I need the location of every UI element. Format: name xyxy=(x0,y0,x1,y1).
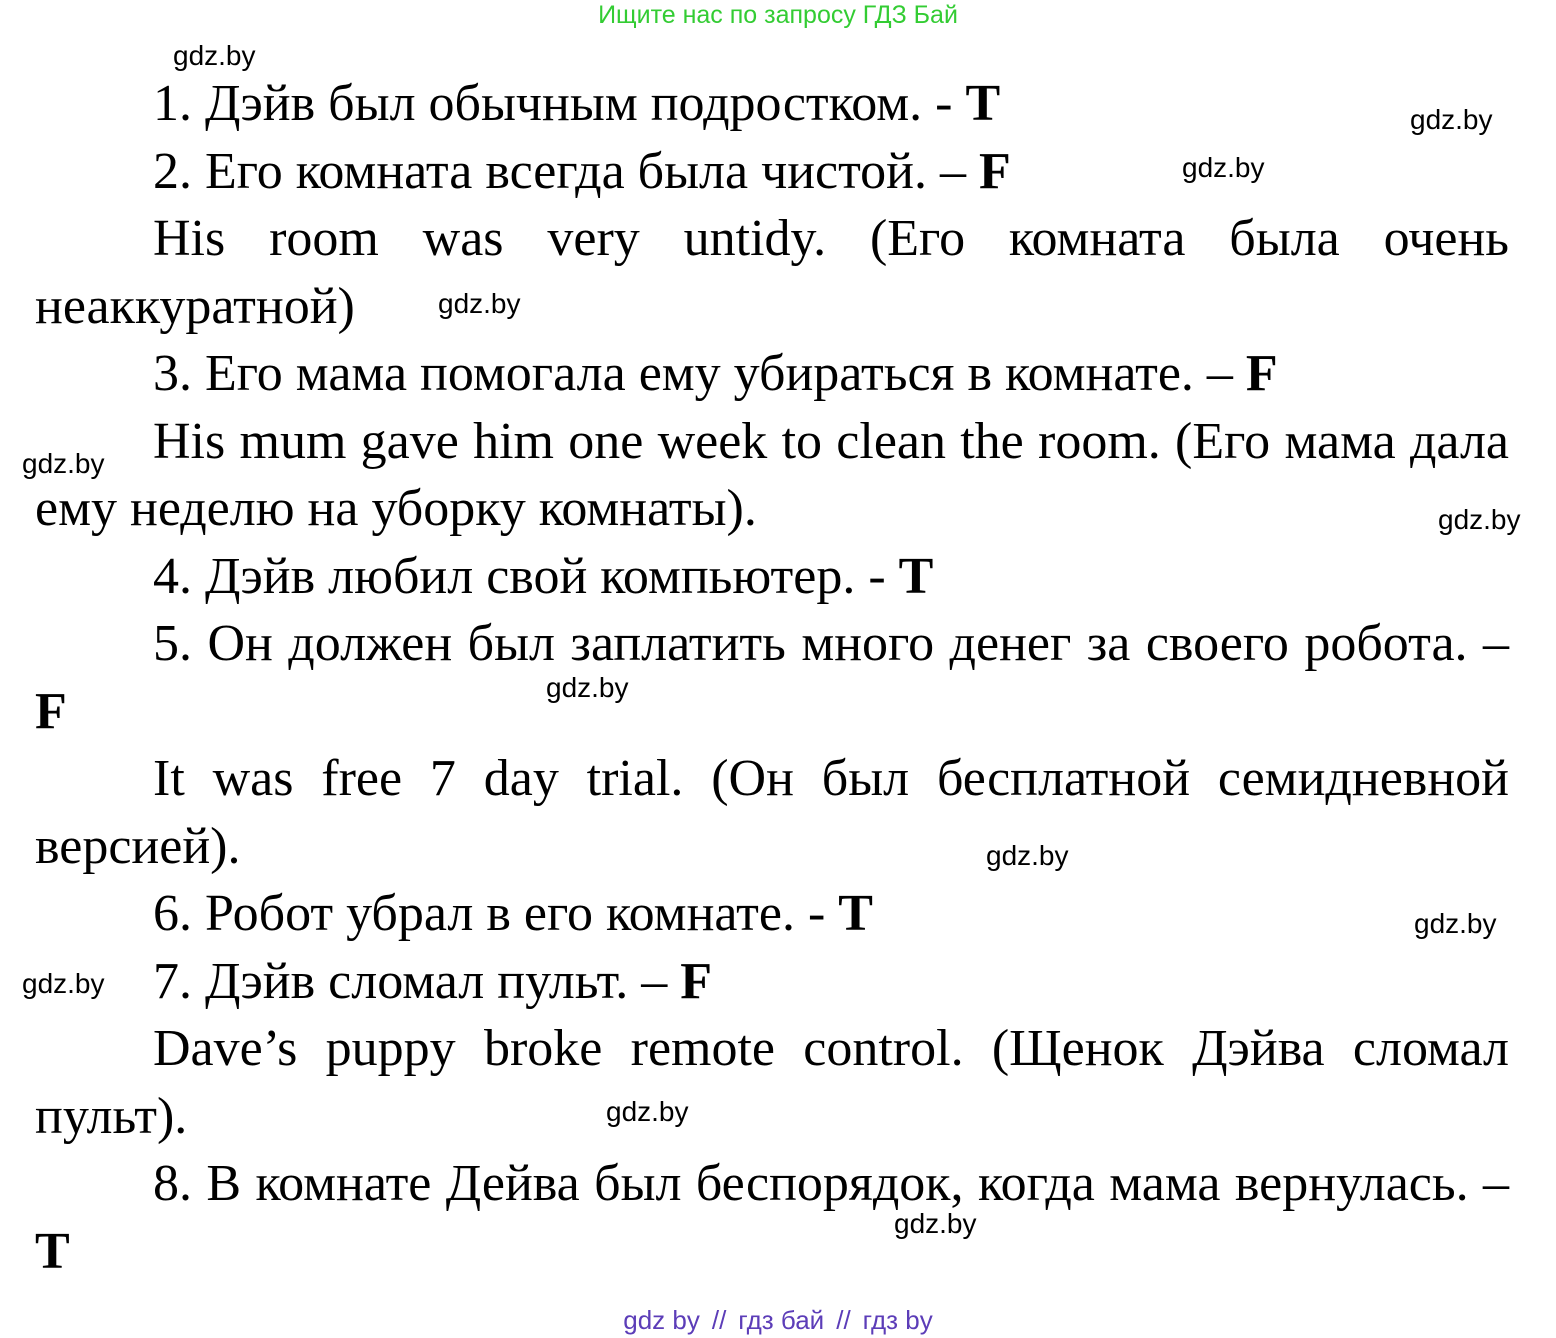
answer-list xyxy=(35,70,1509,1285)
watermark: gdz.by xyxy=(22,448,105,479)
watermark: gdz.by xyxy=(546,672,629,703)
item-7-answer: F xyxy=(680,952,713,1010)
item-2-explanation xyxy=(35,205,1509,340)
watermark: gdz.by xyxy=(1410,104,1493,135)
watermark: gdz.by xyxy=(22,968,105,999)
item-6 xyxy=(35,880,1509,948)
item-5-explanation xyxy=(35,745,1509,880)
footer-links xyxy=(0,1304,1556,1336)
item-1-text: 1. Дэйв был обычным подростком. - xyxy=(153,75,966,132)
watermark: gdz.by xyxy=(1438,504,1521,535)
item-7 xyxy=(35,948,1509,1016)
item-4-answer: T xyxy=(898,547,934,605)
item-2-explanation-text: His room was very untidy. (Его комната была очень неаккуратной) xyxy=(35,210,1509,335)
footer-link-gdz-bai[interactable]: гдз бай xyxy=(738,1305,825,1335)
item-2 xyxy=(35,138,1509,206)
item-1 xyxy=(35,70,1509,138)
item-3 xyxy=(35,340,1509,408)
watermark: gdz.by xyxy=(1414,908,1497,939)
item-2-text: 2. Его комната всегда была чистой. – xyxy=(153,142,980,200)
item-1-answer: T xyxy=(965,75,1001,132)
footer-link-gdz-by[interactable]: gdz by xyxy=(623,1305,700,1335)
item-3-text: 3. Его мама помогала ему убираться в комнате. – xyxy=(153,345,1246,402)
item-7-explanation xyxy=(35,1015,1509,1150)
watermark: gdz.by xyxy=(438,288,521,319)
item-8 xyxy=(35,1150,1509,1285)
item-3-explanation-text: His mum gave him one week to clean the room. (Его мама дала ему неделю на уборку комнаты). xyxy=(35,412,1509,537)
item-7-explanation-text: Dave’s puppy broke remote control. (Щенок Дэйва сломал пульт). xyxy=(35,1020,1509,1145)
item-5-text: 5. Он должен был заплатить много денег за своего робота. – xyxy=(153,615,1509,672)
item-5-explanation-text: It was free 7 day trial. (Он был бесплатной семидневной версией). xyxy=(35,750,1509,875)
item-5 xyxy=(35,610,1509,745)
item-4-text: 4. Дэйв любил свой компьютер. - xyxy=(153,547,899,605)
watermark: gdz.by xyxy=(1182,152,1265,183)
watermark: gdz.by xyxy=(173,40,256,71)
item-7-text: 7. Дэйв сломал пульт. – xyxy=(153,952,681,1010)
item-8-answer: T xyxy=(35,1222,70,1280)
item-3-answer: F xyxy=(1245,345,1278,402)
item-2-answer: F xyxy=(979,142,1011,200)
watermark: gdz.by xyxy=(986,840,1069,871)
item-8-text: 8. В комнате Дейва был беспорядок, когда мама вернулась. – xyxy=(153,1155,1509,1212)
footer-separator: // xyxy=(836,1305,851,1335)
watermark: gdz.by xyxy=(894,1208,977,1239)
item-6-text: 6. Робот убрал в его комнате. - xyxy=(153,885,839,942)
item-6-answer: T xyxy=(838,885,873,942)
item-4 xyxy=(35,543,1509,611)
item-3-explanation xyxy=(35,408,1509,543)
search-banner: Ищите нас по запросу ГДЗ Бай xyxy=(598,1,958,29)
item-5-answer: F xyxy=(35,682,67,740)
footer-link-gdz-by-alt[interactable]: гдз by xyxy=(862,1305,933,1335)
watermark: gdz.by xyxy=(606,1096,689,1127)
footer-separator: // xyxy=(711,1305,727,1335)
